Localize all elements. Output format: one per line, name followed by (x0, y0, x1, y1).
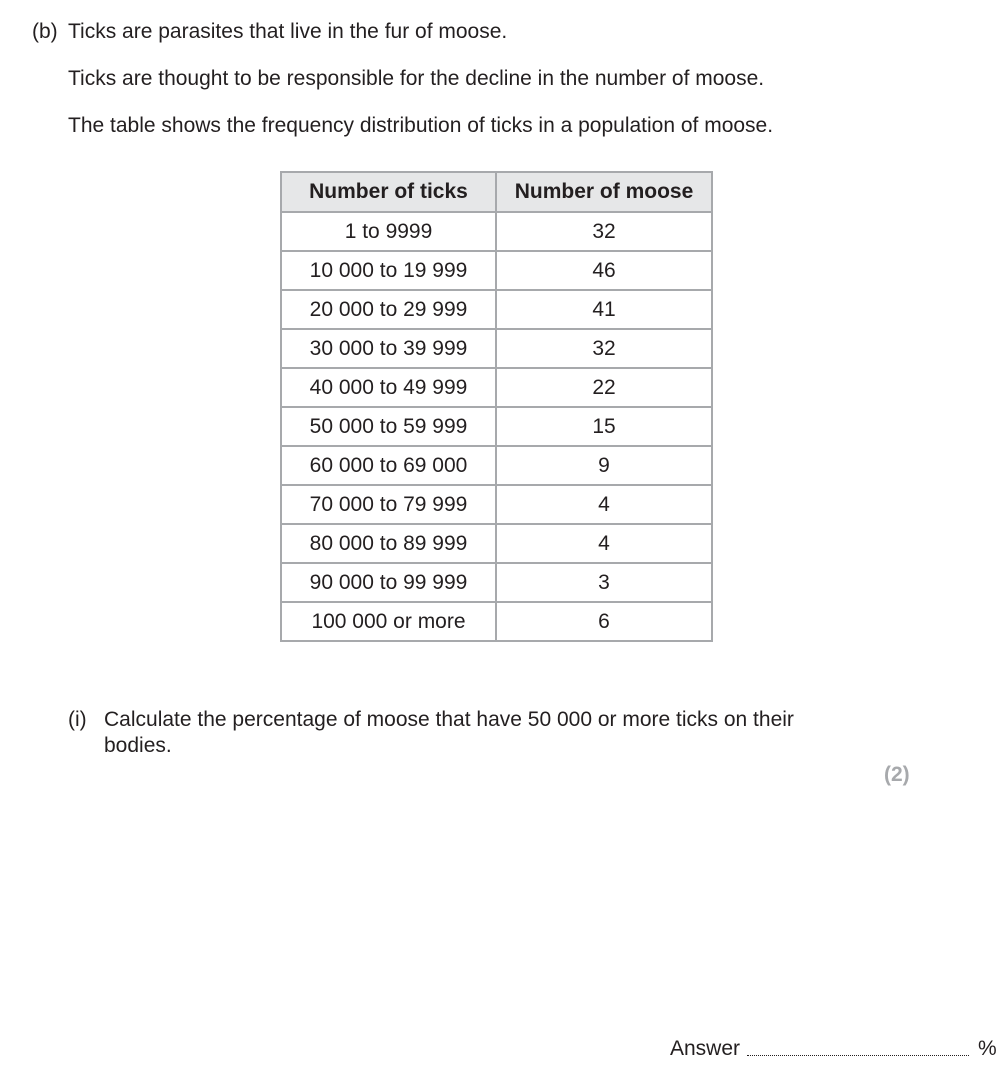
moose-cell: 46 (496, 251, 712, 290)
moose-cell: 3 (496, 563, 712, 602)
intro-line-1: Ticks are parasites that live in the fur of moose. (68, 20, 508, 43)
intro-line-2: Ticks are thought to be responsible for the decline in the number of moose. (68, 67, 765, 90)
table-row (281, 290, 712, 329)
answer-line[interactable] (747, 1055, 969, 1056)
moose-cell: 32 (496, 212, 712, 251)
moose-cell: 9 (496, 446, 712, 485)
table-row (281, 563, 712, 602)
table-row (281, 212, 712, 251)
moose-cell: 15 (496, 407, 712, 446)
table-header-row (281, 172, 712, 212)
answer-label: Answer (670, 1037, 741, 1060)
ticks-cell: 70 000 to 79 999 (281, 485, 496, 524)
table-row (281, 485, 712, 524)
ticks-cell: 40 000 to 49 999 (281, 368, 496, 407)
moose-cell: 32 (496, 329, 712, 368)
ticks-cell: 1 to 9999 (281, 212, 496, 251)
ticks-cell: 30 000 to 39 999 (281, 329, 496, 368)
ticks-cell: 10 000 to 19 999 (281, 251, 496, 290)
table-row (281, 251, 712, 290)
moose-cell: 41 (496, 290, 712, 329)
answer-unit: % (978, 1037, 997, 1060)
table-row (281, 602, 712, 641)
header-number-of-moose: Number of moose (496, 172, 712, 212)
ticks-cell: 80 000 to 89 999 (281, 524, 496, 563)
moose-cell: 6 (496, 602, 712, 641)
intro-line-3: The table shows the frequency distribution of ticks in a population of moose. (68, 114, 774, 137)
table-row (281, 368, 712, 407)
moose-cell: 4 (496, 524, 712, 563)
ticks-cell: 100 000 or more (281, 602, 496, 641)
moose-cell: 4 (496, 485, 712, 524)
frequency-table (280, 171, 713, 642)
moose-cell: 22 (496, 368, 712, 407)
part-label: (b) (32, 20, 58, 43)
header-number-of-ticks: Number of ticks (281, 172, 496, 212)
table-row (281, 329, 712, 368)
ticks-cell: 60 000 to 69 000 (281, 446, 496, 485)
marks-indicator: (2) (884, 763, 910, 786)
sub-question-text: Calculate the percentage of moose that have 50 000 or more ticks on their bodies. (104, 708, 794, 757)
ticks-cell: 90 000 to 99 999 (281, 563, 496, 602)
ticks-cell: 50 000 to 59 999 (281, 407, 496, 446)
table-row (281, 446, 712, 485)
table-row (281, 524, 712, 563)
sub-question-label: (i) (68, 708, 87, 731)
ticks-cell: 20 000 to 29 999 (281, 290, 496, 329)
table-row (281, 407, 712, 446)
